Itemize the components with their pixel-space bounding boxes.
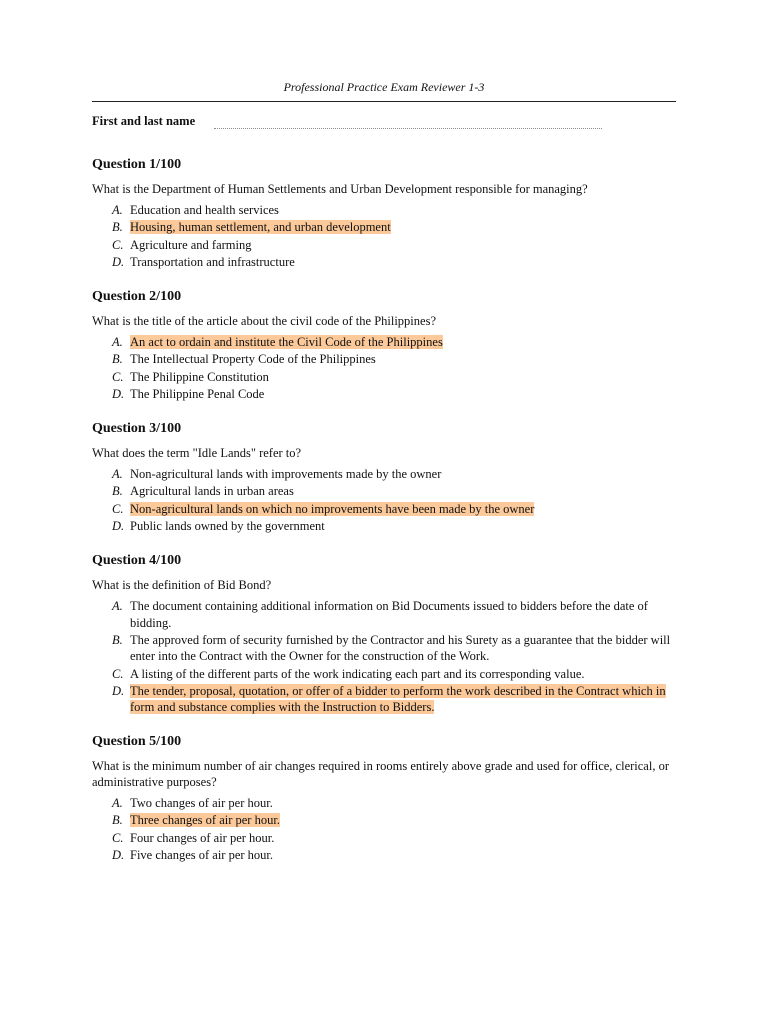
question-text: What is the minimum number of air changes required in rooms entirely above grade and used for office, clerical, or administrative purposes? xyxy=(92,759,669,789)
question-text: What is the title of the article about the civil code of the Philippines? xyxy=(92,314,436,328)
option-letter: B. xyxy=(112,632,123,647)
answer-option xyxy=(92,202,676,219)
option-text: Two changes of air per hour. xyxy=(130,796,273,810)
option-letter: C. xyxy=(112,369,124,384)
option-letter: C. xyxy=(112,830,124,845)
option-letter: D. xyxy=(112,254,125,269)
answer-option xyxy=(92,219,676,236)
option-letter: D. xyxy=(112,518,125,533)
answer-option xyxy=(92,666,676,683)
option-text: Non-agricultural lands with improvements made by the owner xyxy=(130,467,442,481)
option-text: Education and health services xyxy=(130,203,279,217)
answer-option xyxy=(92,683,676,716)
answer-option xyxy=(92,795,676,812)
answer-options xyxy=(92,598,676,716)
answer-option xyxy=(92,518,676,535)
question-text: What is the Department of Human Settlements and Urban Development responsible for managing? xyxy=(92,182,588,196)
answer-option xyxy=(92,237,676,254)
option-text: Public lands owned by the government xyxy=(130,518,325,533)
header-divider xyxy=(92,101,676,102)
answer-option xyxy=(92,369,676,386)
answer-options xyxy=(92,466,676,534)
question-text: What does the term "Idle Lands" refer to? xyxy=(92,446,302,460)
question-block xyxy=(92,156,676,271)
question-heading: Question 5/100 xyxy=(92,734,182,749)
option-letter: B. xyxy=(112,352,123,367)
answer-options xyxy=(92,795,676,863)
option-text: Agriculture and farming xyxy=(130,237,252,252)
answer-option xyxy=(92,632,676,665)
option-text: Five changes of air per hour. xyxy=(130,847,274,862)
option-text: The Philippine Constitution xyxy=(130,369,269,384)
question-block xyxy=(92,552,676,717)
option-letter: D. xyxy=(112,683,125,698)
answer-option xyxy=(92,830,676,847)
option-letter: A. xyxy=(112,796,123,810)
highlighted-answer: Three changes of air per hour. xyxy=(130,813,280,828)
option-text: The Philippine Penal Code xyxy=(130,386,265,401)
option-letter: A. xyxy=(112,203,123,217)
option-letter: D. xyxy=(112,847,125,862)
option-letter: A. xyxy=(112,335,123,349)
question-block xyxy=(92,733,676,864)
option-text: A listing of the different parts of the work indicating each part and its corresponding value. xyxy=(130,666,585,681)
option-letter: B. xyxy=(112,813,123,828)
option-letter: C. xyxy=(112,501,124,516)
answer-option xyxy=(92,254,676,271)
question-block xyxy=(92,288,676,403)
answer-option xyxy=(92,466,676,483)
answer-option xyxy=(92,847,676,864)
answer-option xyxy=(92,812,676,829)
option-letter: C. xyxy=(112,237,124,252)
option-text: Transportation and infrastructure xyxy=(130,254,295,269)
question-heading: Question 2/100 xyxy=(92,289,182,304)
name-field[interactable] xyxy=(214,128,602,129)
highlighted-answer: An act to ordain and institute the Civil Code of the Philippines xyxy=(130,335,443,349)
answer-option xyxy=(92,334,676,351)
answer-option xyxy=(92,483,676,500)
question-heading: Question 1/100 xyxy=(92,157,182,172)
option-text: The document containing additional information on Bid Documents issued to bidders before the date of bidding. xyxy=(130,599,648,630)
option-letter: A. xyxy=(112,467,123,481)
name-row xyxy=(92,114,676,134)
option-letter: B. xyxy=(112,220,123,235)
page-header-title: Professional Practice Exam Reviewer 1-3 xyxy=(283,80,485,94)
question-block xyxy=(92,420,676,535)
option-text: Agricultural lands in urban areas xyxy=(130,484,294,499)
question-text: What is the definition of Bid Bond? xyxy=(92,578,272,592)
highlighted-answer: Housing, human settlement, and urban development xyxy=(130,220,391,235)
answer-option xyxy=(92,501,676,518)
highlighted-answer: Non-agricultural lands on which no improvements have been made by the owner xyxy=(130,501,535,516)
option-letter: B. xyxy=(112,484,123,499)
option-letter: A. xyxy=(112,599,123,613)
option-letter: D. xyxy=(112,386,125,401)
question-heading: Question 4/100 xyxy=(92,553,182,568)
answer-option xyxy=(92,351,676,368)
option-text: The Intellectual Property Code of the Philippines xyxy=(130,352,376,367)
option-text: Four changes of air per hour. xyxy=(130,830,275,845)
question-heading: Question 3/100 xyxy=(92,421,182,436)
answer-options xyxy=(92,202,676,270)
answer-option xyxy=(92,598,676,631)
answer-options xyxy=(92,334,676,402)
name-label: First and last name xyxy=(92,114,196,128)
highlighted-answer: The tender, proposal, quotation, or offer of a bidder to perform the work described in the Contract which in form and substance complies with the Instruction to Bidders. xyxy=(130,683,666,715)
option-letter: C. xyxy=(112,666,124,681)
option-text: The approved form of security furnished by the Contractor and his Surety as a guarantee that the bidder will enter into the Contract with the Owner for the construction of the Work. xyxy=(130,632,671,664)
answer-option xyxy=(92,386,676,403)
